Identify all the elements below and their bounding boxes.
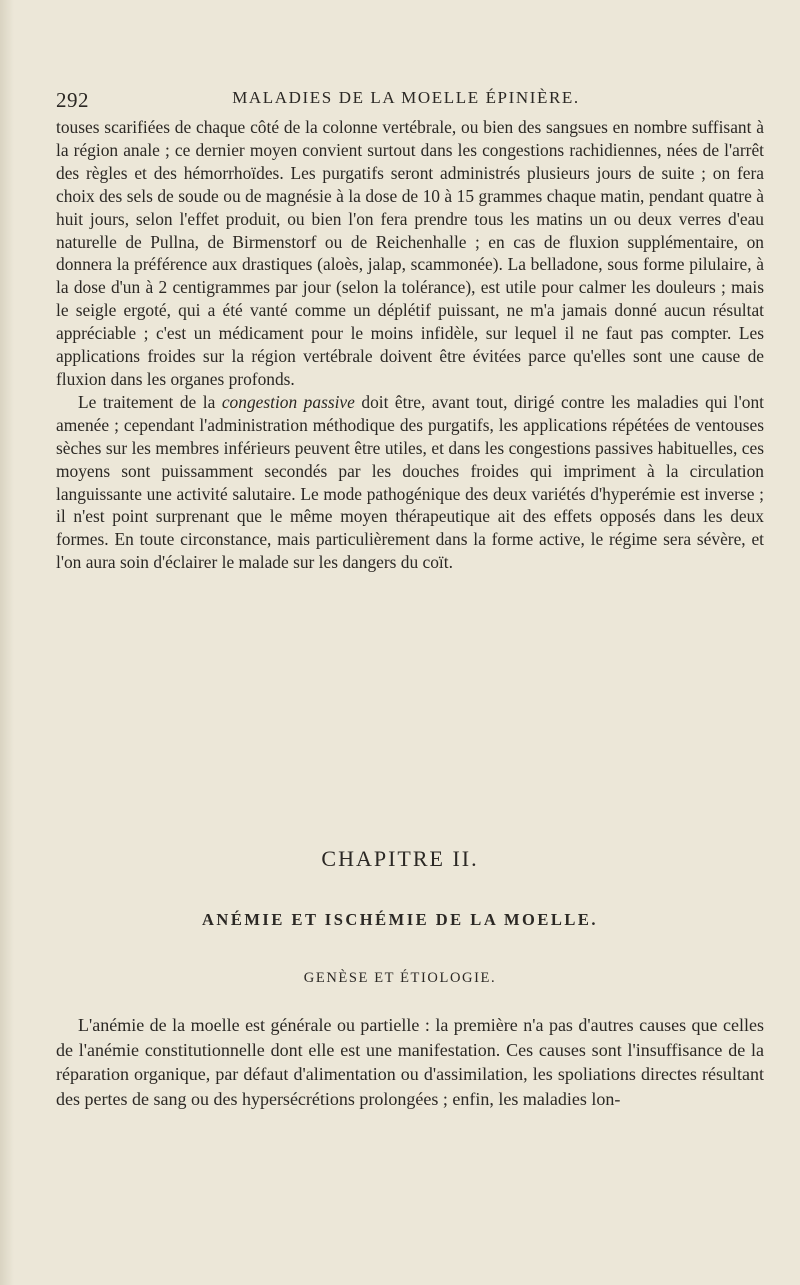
paragraph-2-rest: doit être, avant tout, dirigé contre les maladies qui l'ont amenée ; cependant l'administration méthodique des purgatifs, les applications répétées de ventouses sèches sur les membres inférieurs peuvent être utiles, et dans les congestions passives habituelles, ces moyens sont puissamment secondés par les douches froides qui impriment à la circulation languissante une activité salutaire. Le mode pathogénique des deux variétés d'hyperémie est inverse ; il n'est point surprenant que le même moyen thérapeutique ait des effets opposés dans les deux formes. En toute circonstance, mais particulièrement dans la forme active, le régime sera sévère, et l'on aura soin d'éclairer le malade sur les dangers du coït.	[56, 391, 764, 573]
paragraph-1: touses scarifiées de chaque côté de la colonne vertébrale, ou bien des sangsues en nombre suffisant à la région anale ; ce dernier moyen convient surtout dans les congestions rachidiennes, nées de l'arrêt des règles et des hémorrhoïdes. Les purgatifs seront administrés plusieurs jours de suite ; on fera choix des sels de soude ou de magnésie à la dose de 10 à 15 grammes chaque matin, pendant quatre à huit jours, selon l'effet produit, ou bien l'on fera prendre tous les matins un ou deux verres d'eau naturelle de Pullna, de Birmenstorf ou de Reichenhalle ; en cas de fluxion supplémentaire, on donnera la préférence aux drastiques (aloès, jalap, scammonée). La belladone, sous forme pilulaire, à la dose d'un à 2 centigrammes par jour (selon la tolérance), est utile pour calmer les douleurs ; mais le seigle ergoté, qui a été vanté comme un déplétif puissant, ne m'a jamais donné aucun résultat appréciable ; c'est un médicament pour le moins infidèle, sur lequel il ne faut pas compter. Les applications froides sur la région vertébrale doivent être évitées parce qu'elles sont une cause de fluxion dans les organes profonds.	[56, 117, 764, 389]
chapter-heading: CHAPITRE II.	[321, 846, 479, 871]
body-text-bottom	[56, 1013, 764, 1111]
page-gutter	[0, 0, 14, 1285]
paragraph-2	[56, 391, 764, 574]
body-text-top	[56, 116, 764, 574]
running-title: MALADIES DE LA MOELLE ÉPINIÈRE.	[232, 88, 580, 107]
page-header	[56, 88, 756, 112]
subsection-heading: GENÈSE ET ÉTIOLOGIE.	[303, 970, 497, 986]
section-title: ANÉMIE ET ISCHÉMIE DE LA MOELLE.	[201, 910, 598, 929]
paragraph-2-italic: congestion passive	[221, 391, 355, 412]
page-number: 292	[56, 88, 89, 112]
paragraph-3: L'anémie de la moelle est générale ou partielle : la première n'a pas d'autres causes que celles de l'anémie constitutionnelle dont elle est une manifestation. Ces causes sont l'insuffisance de la réparation organique, par défaut d'alimentation ou d'assimilation, les spoliations directes résultant des pertes de sang ou des hypersécrétions prolongées ; enfin, les maladies lon-	[56, 1015, 764, 1109]
paragraph-2-start: Le traitement de la	[78, 391, 222, 412]
